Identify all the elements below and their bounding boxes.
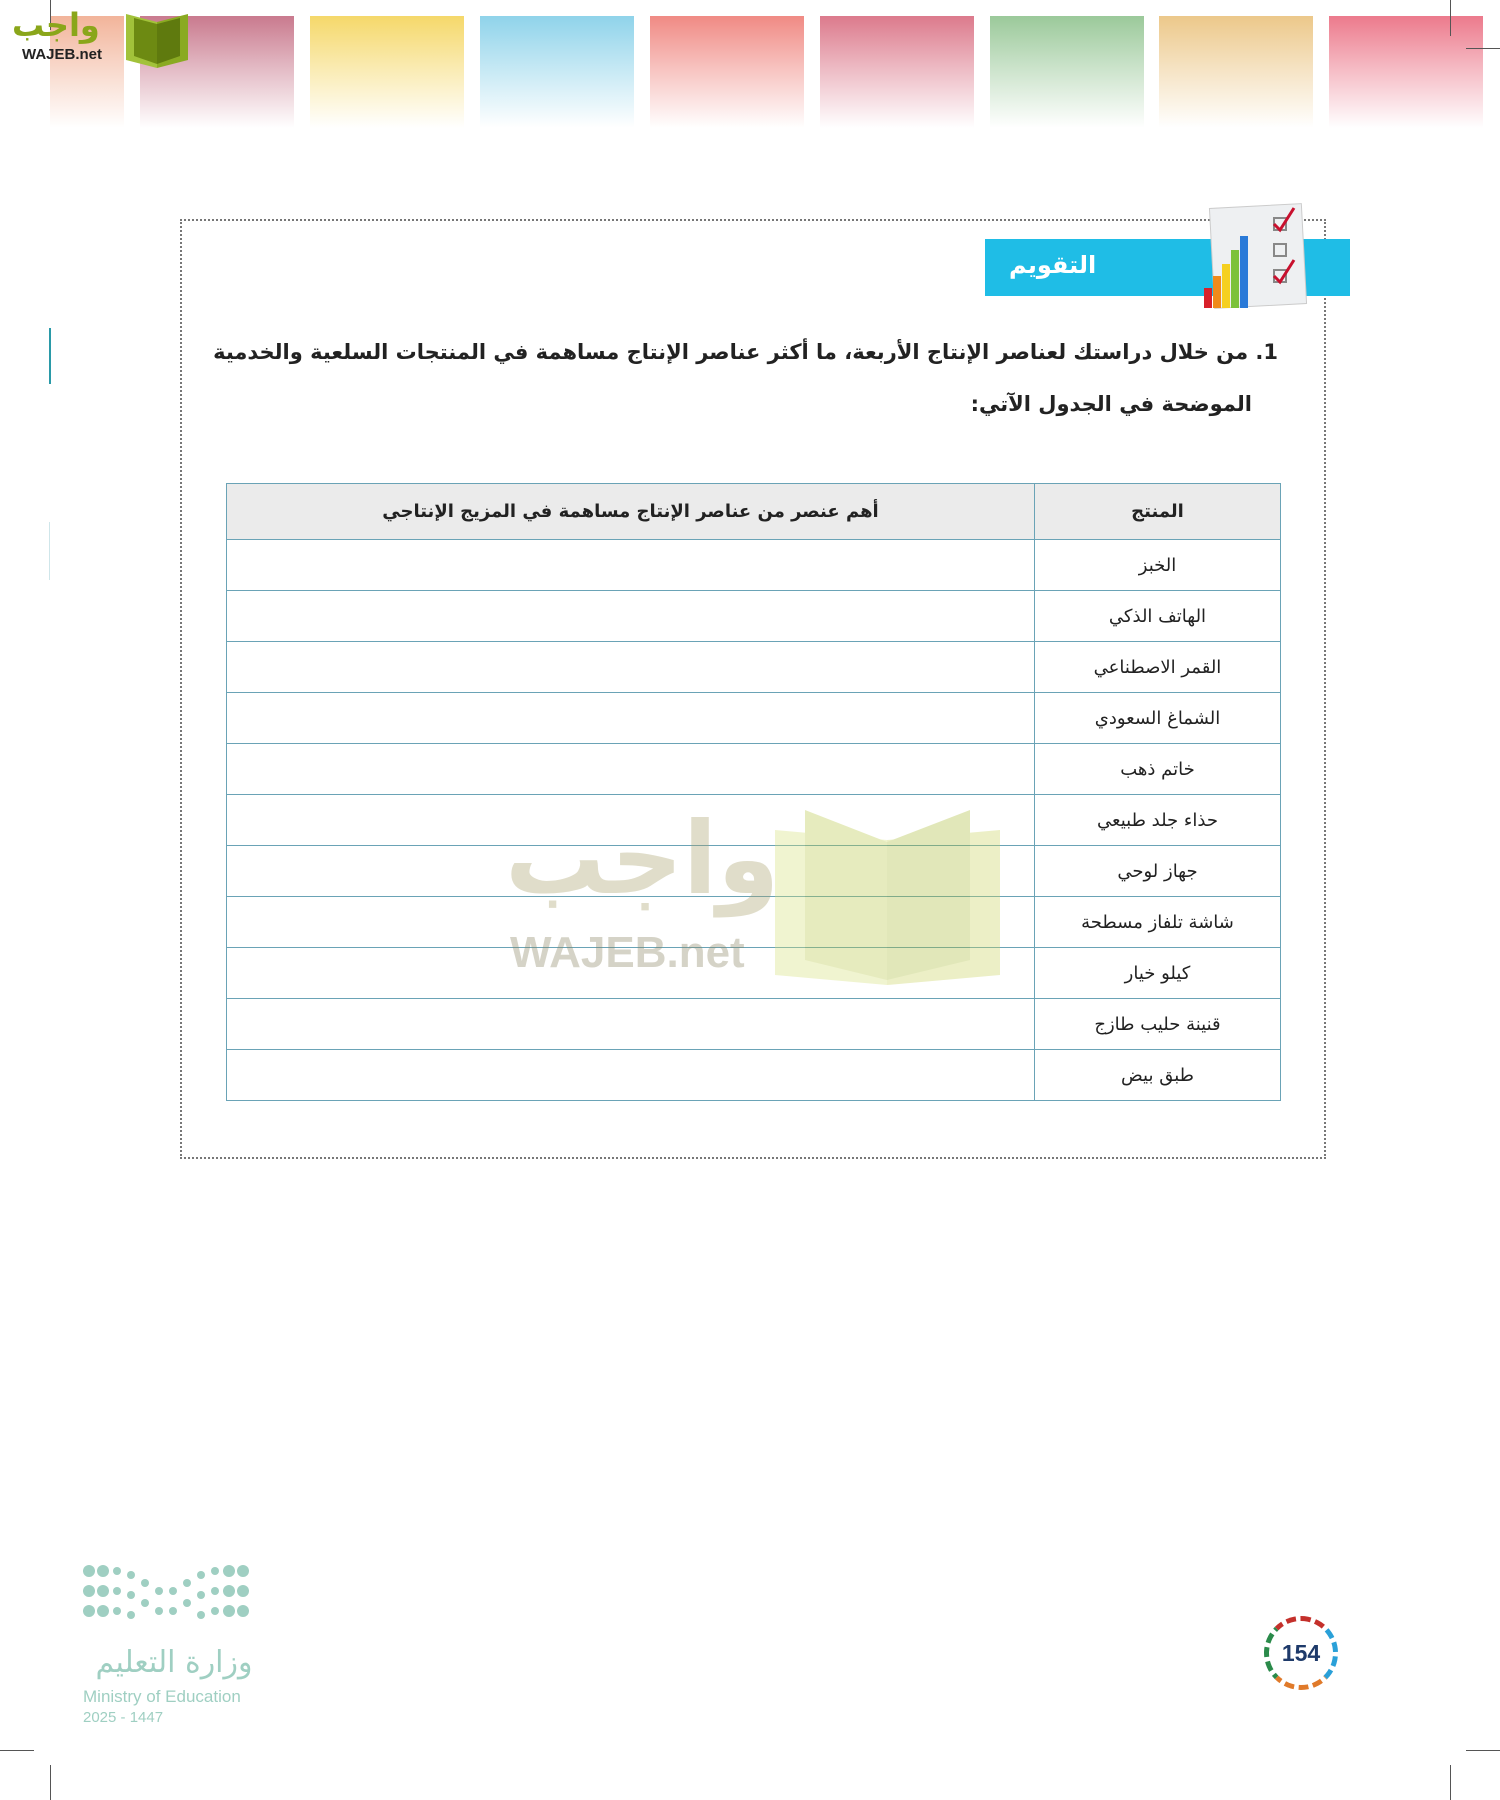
product-cell: قنينة حليب طازج: [1035, 999, 1281, 1050]
product-cell: جهاز لوحي: [1035, 846, 1281, 897]
emblem-dot: [237, 1565, 249, 1577]
emblem-dot: [211, 1607, 219, 1615]
product-cell: حذاء جلد طبيعي: [1035, 795, 1281, 846]
answer-cell[interactable]: [227, 1050, 1035, 1101]
color-strip: [1159, 16, 1313, 128]
table-row: [227, 1050, 1281, 1101]
checklist-chart-icon: [1200, 200, 1310, 312]
emblem-dot: [97, 1585, 109, 1597]
logo-text-ar: واجب: [12, 6, 100, 44]
emblem-dot: [97, 1605, 109, 1617]
emblem-dot: [155, 1607, 163, 1615]
product-cell: الهاتف الذكي: [1035, 591, 1281, 642]
ministry-name-ar: وزارة التعليم: [95, 1645, 253, 1680]
emblem-dot: [183, 1599, 191, 1607]
crop-mark: [1466, 1750, 1500, 1751]
emblem-dot: [83, 1565, 95, 1577]
product-cell: شاشة تلفاز مسطحة: [1035, 897, 1281, 948]
logo-text-en: WAJEB.net: [22, 46, 103, 63]
emblem-dot: [197, 1571, 205, 1579]
emblem-dot: [141, 1579, 149, 1587]
answer-cell[interactable]: [227, 948, 1035, 999]
product-cell: الشماغ السعودي: [1035, 693, 1281, 744]
header-product: المنتج: [1035, 484, 1281, 540]
color-strip: [480, 16, 634, 128]
emblem-dot: [211, 1567, 219, 1575]
emblem-dot: [127, 1611, 135, 1619]
question-line-1: 1. من خلال دراستك لعناصر الإنتاج الأربعة، ما أكثر عناصر الإنتاج مساهمة في المنتجات السلعية والخدمية: [213, 340, 1278, 364]
emblem-dot: [223, 1565, 235, 1577]
emblem-dot: [127, 1591, 135, 1599]
page-number-text: 154: [1281, 1639, 1321, 1666]
emblem-dot: [223, 1585, 235, 1597]
section-title: التقويم: [1009, 251, 1097, 279]
watermark-text-ar: واجب: [505, 800, 780, 917]
table-header-row: [227, 484, 1281, 540]
emblem-dot: [97, 1565, 109, 1577]
table-row: [227, 591, 1281, 642]
table-row: [227, 999, 1281, 1050]
page-number: [1264, 1616, 1338, 1690]
emblem-dot: [183, 1579, 191, 1587]
ministry-name-en: Ministry of Education: [83, 1687, 241, 1706]
answer-cell[interactable]: [227, 795, 1035, 846]
emblem-dot: [237, 1605, 249, 1617]
edition-year: 2025 - 1447: [83, 1709, 164, 1726]
book-icon: [118, 10, 196, 68]
watermark-text-en: WAJEB.net: [510, 928, 745, 977]
products-table: [226, 483, 1281, 1101]
emblem-dot: [223, 1605, 235, 1617]
product-cell: خاتم ذهب: [1035, 744, 1281, 795]
wajeb-logo[interactable]: [10, 6, 190, 66]
answer-cell[interactable]: [227, 591, 1035, 642]
table-row: [227, 846, 1281, 897]
emblem-dot: [83, 1585, 95, 1597]
product-cell: القمر الاصطناعي: [1035, 642, 1281, 693]
emblem-dot: [113, 1587, 121, 1595]
color-strip: [820, 16, 974, 128]
margin-mark: [49, 328, 51, 384]
crop-mark: [1466, 48, 1500, 49]
emblem-dot: [169, 1587, 177, 1595]
emblem-dot: [127, 1571, 135, 1579]
crop-mark: [1450, 0, 1451, 36]
crop-mark: [50, 1765, 51, 1800]
header-factor: أهم عنصر من عناصر الإنتاج مساهمة في المزيج الإنتاجي: [227, 484, 1035, 540]
color-strip: [990, 16, 1144, 128]
emblem-dot: [141, 1599, 149, 1607]
answer-cell[interactable]: [227, 846, 1035, 897]
table-row: [227, 948, 1281, 999]
answer-cell[interactable]: [227, 897, 1035, 948]
emblem-dot: [113, 1567, 121, 1575]
answer-cell[interactable]: [227, 642, 1035, 693]
question-line-2: الموضحة في الجدول الآتي:: [970, 392, 1252, 416]
emblem-dot: [211, 1587, 219, 1595]
color-strip: [310, 16, 464, 128]
table-row: [227, 795, 1281, 846]
emblem-dot: [155, 1587, 163, 1595]
product-cell: الخبز: [1035, 540, 1281, 591]
table-row: [227, 642, 1281, 693]
emblem-dot: [169, 1607, 177, 1615]
emblem-dot: [197, 1591, 205, 1599]
answer-cell[interactable]: [227, 693, 1035, 744]
product-cell: طبق بيض: [1035, 1050, 1281, 1101]
emblem-dot: [113, 1607, 121, 1615]
answer-cell[interactable]: [227, 540, 1035, 591]
ministry-dots-emblem: [83, 1563, 265, 1641]
margin-mark: [49, 522, 50, 580]
table-row: [227, 693, 1281, 744]
table-row: [227, 897, 1281, 948]
emblem-dot: [83, 1605, 95, 1617]
answer-cell[interactable]: [227, 744, 1035, 795]
crop-mark: [0, 1750, 34, 1751]
product-cell: كيلو خيار: [1035, 948, 1281, 999]
answer-cell[interactable]: [227, 999, 1035, 1050]
emblem-dot: [197, 1611, 205, 1619]
table-row: [227, 744, 1281, 795]
color-strip: [650, 16, 804, 128]
crop-mark: [1450, 1765, 1451, 1800]
ministry-logo: [83, 1563, 268, 1728]
emblem-dot: [237, 1585, 249, 1597]
color-strip: [1329, 16, 1483, 128]
table-row: [227, 540, 1281, 591]
